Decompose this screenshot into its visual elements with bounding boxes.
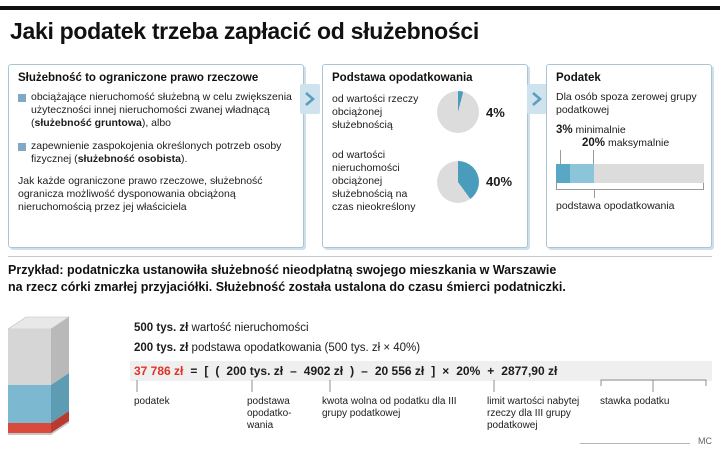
formula-token: ( (215, 364, 220, 378)
example-line-2: na rzecz córki zmarłej przyjaciółki. Służebność została ustalona do czasu śmierci podatniczki. (8, 279, 566, 294)
pie-row-40 (332, 149, 518, 214)
panel-tax-base (322, 64, 528, 248)
max-rate-value: 20% (582, 137, 606, 150)
formula-token: 20 556 zł (374, 364, 425, 378)
panel-definition-paragraph: Jak każde ograniczone prawo rzeczowe, służebność ogranicza możliwość dysponowania obciążoną nieruchomością przez jej właściciela (18, 175, 263, 214)
pie-chart-4-percent (437, 91, 479, 133)
formula-token: 200 tys. zł (226, 364, 284, 378)
list-item (18, 140, 294, 166)
bar-segment-mid (570, 164, 594, 183)
rate-axis-label: podstawa opodatkowania (556, 200, 675, 213)
caption-kwota-wolna: kwota wolna od podatku dla III grupy podatkowej (322, 396, 457, 419)
axis-tick (594, 189, 595, 198)
panel-tax-rate-title: Podatek (556, 72, 601, 84)
formula-token: ] (431, 364, 436, 378)
bar-mid-label: 200 tys. zł podstawa opodatkowania (500 tys. zł × 40%) (134, 342, 421, 354)
max-rate-label: maksymalnie (607, 137, 670, 150)
caption-stawka: stawka podatku (600, 396, 670, 407)
formula-token: – (361, 364, 368, 378)
chevron-right-icon (527, 84, 547, 114)
caption-podstawa: podstawa opodatko-wania (247, 396, 292, 431)
min-rate-label: minimalnie (575, 124, 626, 137)
formula-token: 2877,90 zł (501, 364, 558, 378)
pie-chart-40-percent (437, 161, 479, 203)
formula-token: ) (350, 364, 355, 378)
panel-definition (8, 64, 304, 248)
pie-label: od wartości rzeczy obciążonej służebnością (332, 92, 419, 131)
panel-definition-title: Służebność to ograniczone prawo rzeczowe (18, 72, 259, 84)
caption-podatek: podatek (134, 396, 170, 407)
pie-percent: 40% (486, 174, 513, 189)
page-title: Jaki podatek trzeba zapłacić od służebności (10, 18, 479, 44)
tick-min (560, 150, 561, 164)
bar-top-label: 500 tys. zł wartość nieruchomości (134, 322, 309, 334)
panel-tax-rate (546, 64, 712, 248)
formula-token: + (487, 364, 495, 378)
pie-row-4 (332, 91, 518, 133)
tick-max (593, 150, 594, 164)
panel-tax-rate-intro: Dla osób spoza zerowej grupy podatkowej (556, 91, 697, 117)
bullet-square-icon (18, 143, 26, 151)
formula-token: – (290, 364, 297, 378)
panel-tax-base-title: Podstawa opodatkowania (332, 72, 473, 84)
bullet-text: obciążające nieruchomość służebną w celu zwiększenia użyteczności innej nieruchomości zwanej władnącą (służebność gruntowa), albo (31, 91, 292, 130)
max-rate-row (582, 137, 702, 149)
rate-gradient-bar (556, 164, 704, 183)
bullet-square-icon (18, 94, 26, 102)
min-rate-value: 3% (556, 124, 573, 137)
rate-ticks (556, 150, 702, 164)
caption-limit: limit wartości nabytej rzeczy dla III grupy podatkowej (487, 396, 580, 431)
list-item (18, 91, 294, 131)
formula-token: [ (204, 364, 209, 378)
formula-result: 37 786 zł (134, 364, 184, 378)
chevron-right-icon (300, 84, 320, 114)
formula-token: 4902 zł (303, 364, 344, 378)
formula-token: 20% (456, 364, 481, 378)
pie-label: od wartości nieruchomości obciążonej służebnością na czas nieokreślony (332, 149, 416, 213)
credit-label: MC (698, 436, 712, 446)
bar-segment-rest (594, 164, 704, 183)
bar-segment-min (556, 164, 570, 183)
example-text (8, 262, 712, 295)
formula-token: = (190, 364, 198, 378)
rate-axis (556, 183, 704, 190)
top-rule (0, 6, 720, 10)
pie-percent: 4% (486, 104, 505, 120)
credit-rule (580, 443, 690, 444)
min-rate-row (556, 124, 702, 136)
formula-token: × (442, 364, 450, 378)
bullet-text: zapewnienie zaspokojenia określonych potrzeb osoby fizycznej (służebność osobista). (31, 139, 282, 165)
divider (8, 256, 712, 257)
example-line-1: Przykład: podatniczka ustanowiła służebność nieodpłatną swojego mieszkania w Warszawie (8, 263, 557, 277)
